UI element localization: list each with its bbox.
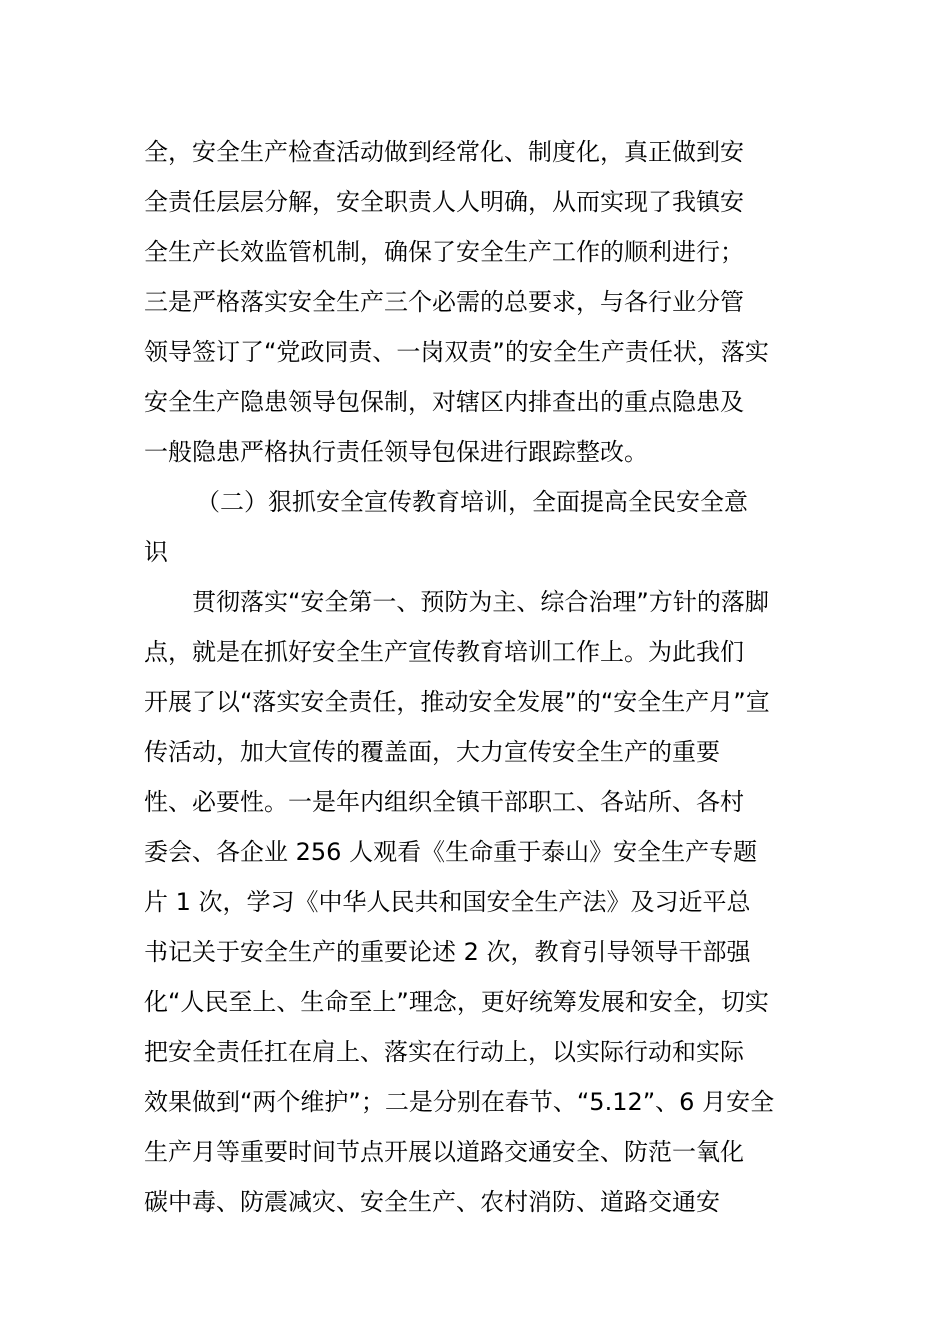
- paragraph-first-line: 贯彻落实“安全第一、预防为主、综合治理”方针的落脚: [192, 588, 769, 616]
- text-line: 全生产长效监管机制，确保了安全生产工作的顺利进行；: [144, 238, 744, 266]
- text-line: 三是严格落实安全生产三个必需的总要求，与各行业分管: [144, 288, 744, 316]
- text-line: 化“人民至上、生命至上”理念，更好统筹发展和安全，切实: [144, 988, 769, 1016]
- text-line: 传活动，加大宣传的覆盖面，大力宣传安全生产的重要: [144, 738, 720, 766]
- text-line: 全，安全生产检查活动做到经常化、制度化，真正做到安: [144, 138, 744, 166]
- text-line: 领导签订了“党政同责、一岗双责”的安全生产责任状，落实: [144, 338, 769, 366]
- text-line: 效果做到“两个维护”；二是分别在春节、“5.12”、6 月安全: [144, 1088, 775, 1116]
- text-line: 安全生产隐患领导包保制，对辖区内排查出的重点隐患及: [144, 388, 744, 416]
- text-line: 生产月等重要时间节点开展以道路交通安全、防范一氧化: [144, 1138, 744, 1166]
- text-line: 性、必要性。一是年内组织全镇干部职工、各站所、各村: [144, 788, 744, 816]
- text-line: 全责任层层分解，安全职责人人明确，从而实现了我镇安: [144, 188, 744, 216]
- text-line: 一般隐患严格执行责任领导包保进行跟踪整改。: [144, 438, 648, 466]
- text-line: 把安全责任扛在肩上、落实在行动上，以实际行动和实际: [144, 1038, 744, 1066]
- section-heading-continuation: 识: [144, 538, 168, 566]
- text-line: 片 1 次，学习《中华人民共和国安全生产法》及习近平总: [144, 888, 751, 916]
- document-body: [144, 127, 810, 1227]
- section-heading: （二）狠抓安全宣传教育培训，全面提高全民安全意: [196, 488, 748, 516]
- text-line: 开展了以“落实安全责任，推动安全发展”的“安全生产月”宣: [144, 688, 770, 716]
- text-line: 点，就是在抓好安全生产宣传教育培训工作上。为此我们: [144, 638, 744, 666]
- text-line: 碳中毒、防震减灾、安全生产、农村消防、道路交通安: [144, 1188, 720, 1216]
- text-line: 委会、各企业 256 人观看《生命重于泰山》安全生产专题: [144, 838, 758, 866]
- text-line: 书记关于安全生产的重要论述 2 次，教育引导领导干部强: [144, 938, 751, 966]
